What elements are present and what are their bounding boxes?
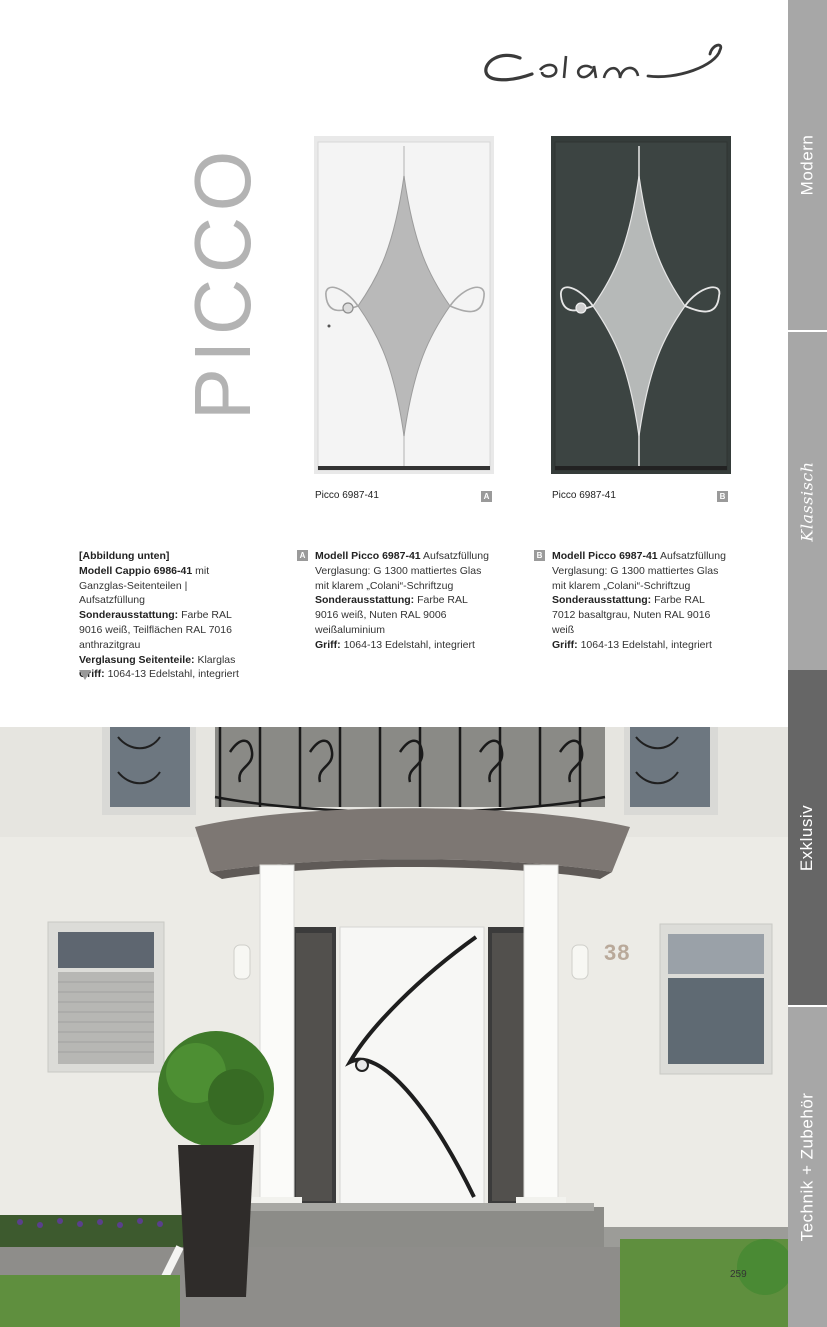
sidebar-nav <box>788 0 827 1327</box>
sidebar-item-klassisch[interactable] <box>788 330 827 670</box>
desc-a-verglasung: Verglasung: G 1300 mattiertes Glas mit klarem „Colani“-Schriftzug <box>315 564 482 592</box>
door-image-b <box>551 136 731 474</box>
desc-b-griff-text: 1064-13 Edelstahl, integriert <box>577 638 712 651</box>
house-number: 38 <box>604 940 631 965</box>
badge-a: A <box>481 491 492 502</box>
desc-heading: [Abbildung unten] <box>79 550 170 562</box>
desc-sonder-label: Sonderausstattung: <box>79 609 179 622</box>
desc-verglasung-text: Klarglas <box>194 653 236 666</box>
desc-b-griff-label: Griff: <box>552 638 578 651</box>
badge-b-desc: B <box>534 550 545 561</box>
desc-a-sonder-text: Farbe RAL 9016 weiß, Nuten RAL 9006 weißaluminium <box>315 594 468 636</box>
door-image-a <box>314 136 494 474</box>
desc-b-model-label: Modell Picco 6987-41 <box>552 550 658 562</box>
desc-a-model-label: Modell Picco 6987-41 <box>315 550 421 562</box>
description-left <box>79 549 254 682</box>
sidebar-item-technik-zubehoer[interactable] <box>788 1005 827 1327</box>
badge-b: B <box>717 491 728 502</box>
sidebar-item-modern[interactable] <box>788 0 827 330</box>
desc-griff-text: 1064-13 Edelstahl, integriert <box>104 668 239 681</box>
page-number: 259 <box>730 1269 747 1280</box>
badge-a-desc: A <box>297 550 308 561</box>
triangle-down-icon <box>79 670 91 680</box>
colani-logo <box>480 36 730 96</box>
desc-model-label: Modell Cappio 6986-41 <box>79 564 193 577</box>
page-title <box>178 136 267 420</box>
sidebar-item-label: Klassisch <box>798 460 817 542</box>
desc-b-sonder-label: Sonderausstattung: <box>552 594 652 607</box>
sidebar-item-label: Exklusiv <box>797 804 817 871</box>
desc-a-griff-text: 1064-13 Edelstahl, integriert <box>340 638 475 651</box>
sidebar-item-label: Modern <box>797 134 817 196</box>
house-entrance-photo <box>0 727 788 1327</box>
sidebar-item-exklusiv[interactable] <box>788 670 827 1005</box>
svg-text:PICCO: PICCO <box>178 136 267 420</box>
desc-a-griff-label: Griff: <box>315 638 341 651</box>
desc-a-model-text: Aufsatzfüllung <box>420 550 489 562</box>
desc-verglasung-label: Verglasung Seitenteile: <box>79 653 195 666</box>
desc-griff-label: Griff: <box>79 668 105 681</box>
sidebar-item-label: Technik + Zubehör <box>797 1092 817 1242</box>
desc-b-model-text: Aufsatzfüllung <box>657 550 726 562</box>
desc-a-sonder-label: Sonderausstattung: <box>315 594 415 607</box>
desc-b-verglasung: Verglasung: G 1300 mattiertes Glas mit klarem „Colani“-Schriftzug <box>552 564 719 592</box>
desc-b-sonder-text: Farbe RAL 7012 basaltgrau, Nuten RAL 9016 weiß <box>552 594 711 636</box>
description-b <box>552 549 727 653</box>
door-caption-b: Picco 6987-41 <box>552 490 616 501</box>
desc-model-text: mit Ganzglas-Seitenteilen | Aufsatzfüllung <box>79 564 210 607</box>
desc-sonder-text: Farbe RAL 9016 weiß, Teilflächen RAL 7016 anthrazitgrau <box>79 609 232 651</box>
door-caption-a: Picco 6987-41 <box>315 490 379 501</box>
description-a <box>315 549 490 653</box>
